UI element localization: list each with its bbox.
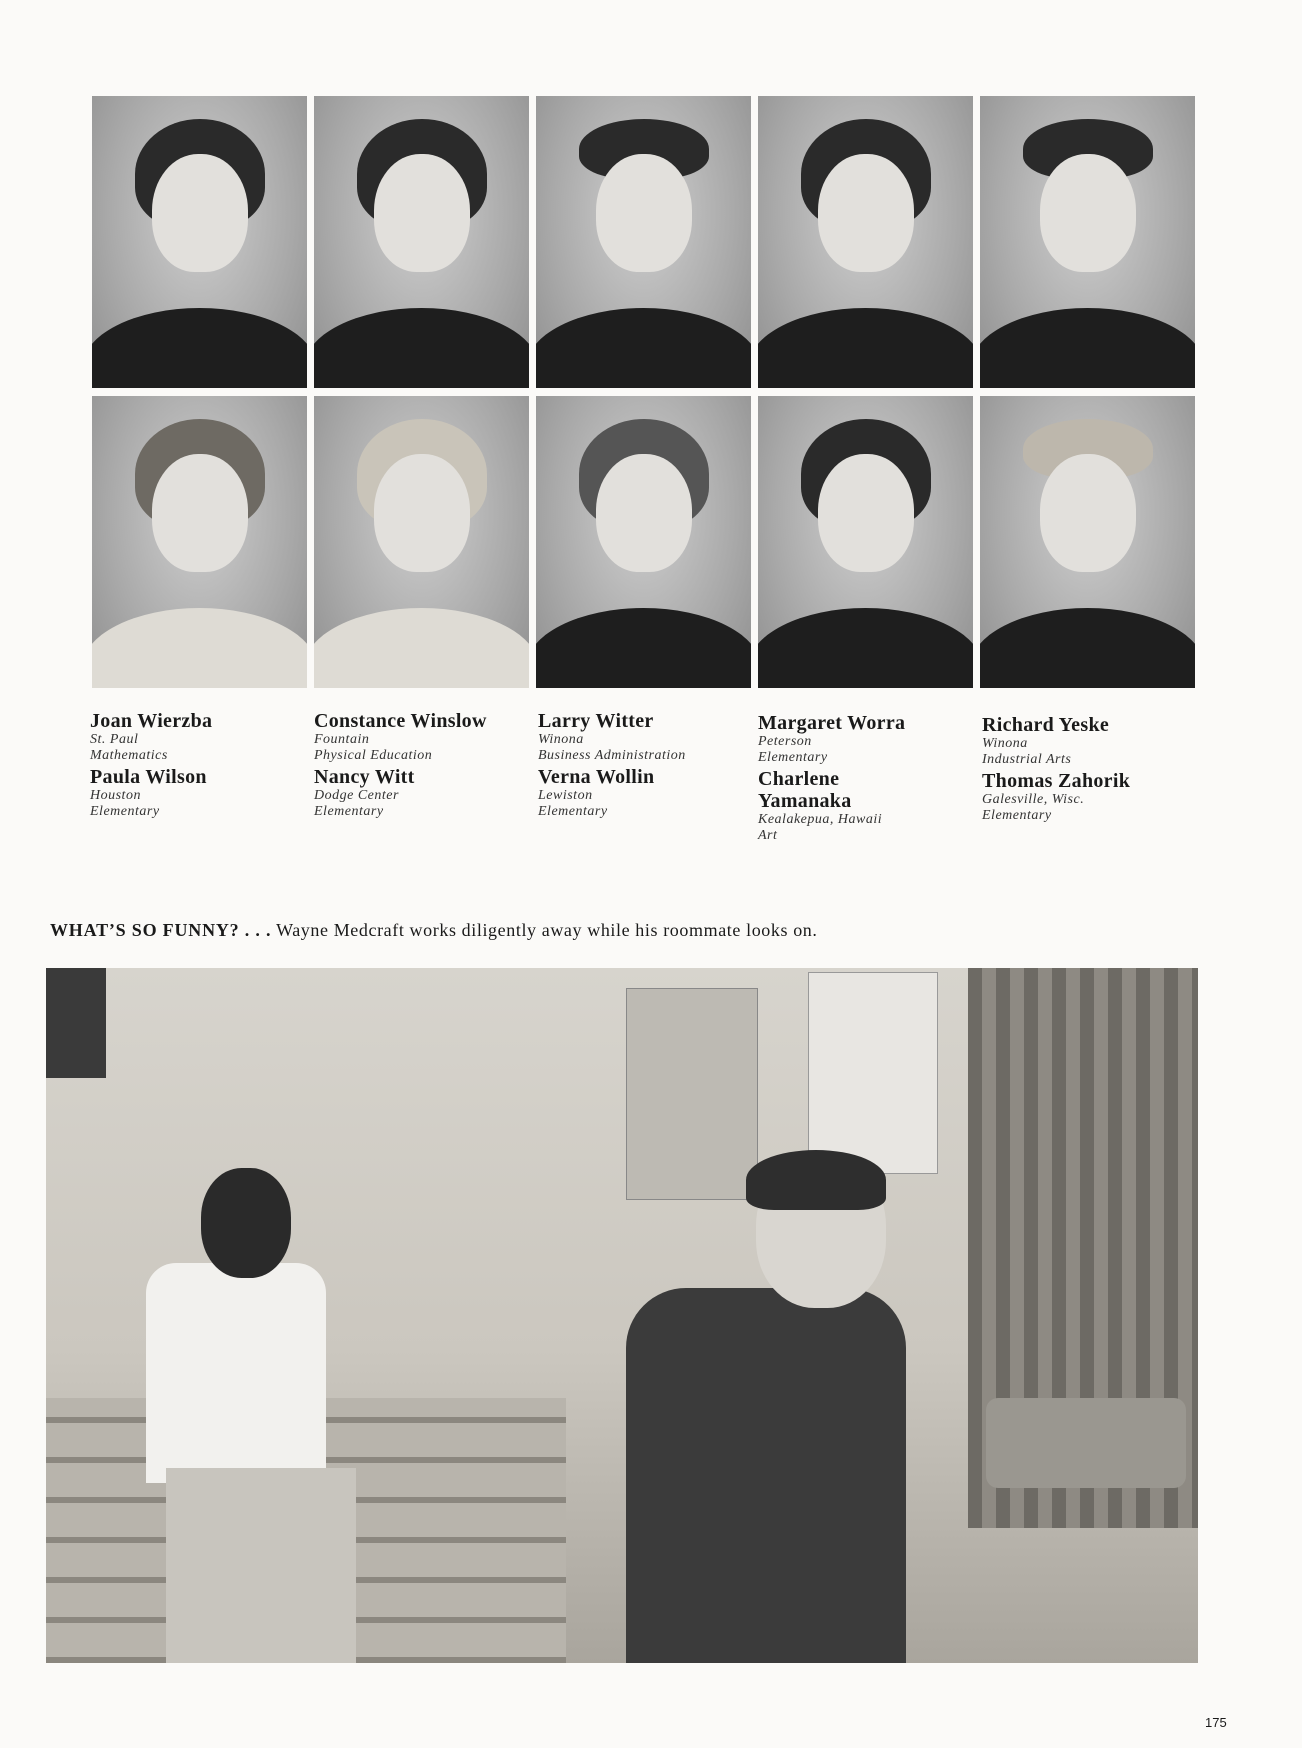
caption-lead: WHAT’S SO FUNNY? . . . [50,920,272,940]
student-entry [314,710,524,764]
student-entry [90,766,300,820]
student-hometown: Dodge Center [314,788,399,803]
student-hometown: Galesville, Wisc. [982,792,1085,807]
wall-frame [46,968,106,1078]
portrait-thomas-zahorik [980,396,1195,688]
portrait-richard-yeske [980,96,1195,388]
student-hometown: Winona [538,732,584,747]
student-name: Paula Wilson [90,766,207,788]
student-major: Physical Education [314,748,433,763]
portrait-verna-wollin [536,396,751,688]
student-entry [538,710,748,764]
name-column-4 [758,712,968,846]
student-entry [538,766,748,820]
student-name: Charlene Yamanaka [758,768,852,812]
student-entry [758,768,908,844]
student-hometown: Houston [90,788,141,803]
student-entry [982,714,1192,768]
student-major: Elementary [982,808,1052,823]
student-hometown: St. Paul [90,732,139,747]
student-entry [758,712,968,766]
student-hometown: Winona [982,736,1028,751]
portrait-paula-wilson [92,396,307,688]
photo-caption [50,920,818,941]
student-major: Business Administration [538,748,686,763]
student-major: Elementary [90,804,160,819]
student-major: Mathematics [90,748,168,763]
calendar-poster [808,972,938,1174]
page-number: 175 [1205,1715,1227,1730]
student-major: Elementary [538,804,608,819]
student-name: Thomas Zahorik [982,770,1131,792]
student-major: Elementary [314,804,384,819]
student-name: Margaret Worra [758,712,906,734]
student-major: Elementary [758,750,828,765]
roommate-figure [106,1168,356,1663]
student-name: Verna Wollin [538,766,655,788]
portrait-joan-wierzba [92,96,307,388]
student-name: Nancy Witt [314,766,415,788]
typing-student-figure [606,1158,1006,1663]
typewriter [986,1398,1186,1488]
student-name: Richard Yeske [982,714,1110,736]
student-major: Art [758,828,778,843]
student-name: Constance Winslow [314,710,487,732]
portrait-charlene-yamanaka [758,396,973,688]
dorm-room-photo [46,968,1198,1663]
student-name: Joan Wierzba [90,710,213,732]
student-major: Industrial Arts [982,752,1072,767]
student-hometown: Kealakepua, Hawaii [758,812,883,827]
student-hometown: Peterson [758,734,812,749]
student-entry [314,766,524,820]
student-entry [982,770,1192,824]
student-entry [90,710,300,764]
portrait-constance-winslow [314,96,529,388]
portrait-nancy-witt [314,396,529,688]
name-column-3 [538,710,748,822]
name-column-2 [314,710,524,822]
name-column-5 [982,714,1192,826]
portrait-larry-witter [536,96,751,388]
portrait-margaret-worra [758,96,973,388]
student-hometown: Lewiston [538,788,593,803]
student-hometown: Fountain [314,732,370,747]
student-name: Larry Witter [538,710,654,732]
name-column-1 [90,710,300,822]
caption-text: Wayne Medcraft works diligently away while his roommate looks on. [276,920,818,940]
